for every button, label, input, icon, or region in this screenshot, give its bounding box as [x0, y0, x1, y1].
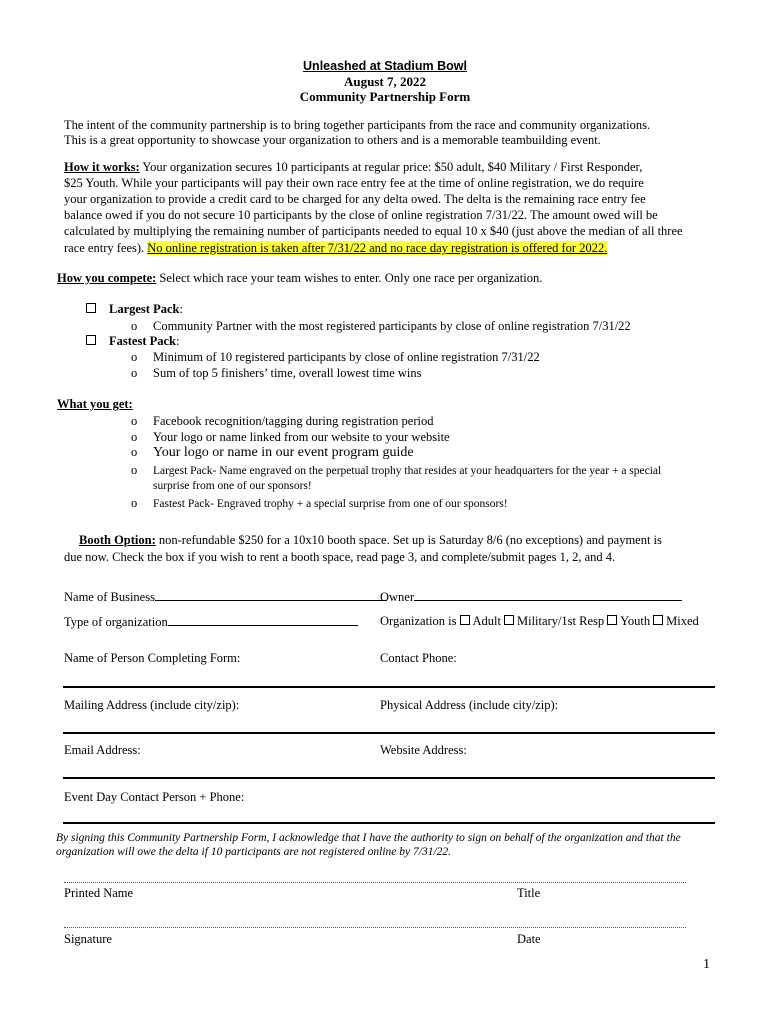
field-divider: [63, 732, 715, 734]
fastest-pack-colon: :: [176, 334, 180, 348]
signature-label: Signature: [64, 932, 112, 946]
booth-option-line-2: due now. Check the box if you wish to rent a booth space, read page 3, and complete/submit pages 1, 2, and 4.: [64, 550, 616, 564]
largest-pack-label: Largest Pack: [109, 302, 180, 316]
booth-option-text: non-refundable $250 for a 10x10 booth space. Set up is Saturday 8/6 (no exceptions) and payment is: [155, 533, 662, 547]
physical-address-label: Physical Address (include city/zip):: [380, 698, 559, 712]
benefit-item: [131, 413, 434, 429]
how-you-compete-label: How you compete:: [57, 271, 157, 285]
benefit-item: [131, 463, 661, 479]
how-you-compete: [57, 270, 542, 286]
how-it-works-text: Your organization secures 10 participants at regular price: $50 adult, $40 Military / First Responder,: [139, 160, 643, 174]
email-label: Email Address:: [64, 743, 141, 757]
mailing-address-label: Mailing Address (include city/zip):: [64, 698, 240, 712]
benefit-text: Fastest Pack- Engraved trophy + a special surprise from one of our sponsors!: [153, 498, 508, 510]
how-it-works-text-end: race entry fees).: [64, 241, 148, 255]
benefit-text: Your logo or name in our event program guide: [153, 445, 414, 460]
person-completing-label: Name of Person Completing Form:: [64, 651, 241, 665]
org-category-field: [380, 613, 699, 629]
page-number: 1: [703, 957, 710, 972]
benefit-text-continued: surprise from one of our sponsors!: [153, 480, 312, 492]
registration-notice-highlight: No online registration is taken after 7/31/22 and no race day registration is offered for 2022.: [147, 241, 608, 255]
owner-field[interactable]: [380, 588, 682, 605]
what-you-get-label: What you get:: [57, 397, 133, 411]
bullet: o: [131, 414, 138, 428]
bullet: o: [131, 496, 138, 510]
contact-phone-label: Contact Phone:: [380, 651, 457, 665]
how-it-works-line-6: [64, 240, 607, 256]
agreement-line-2: organization will owe the delta if 10 participants are not registered online by 7/31/22.: [56, 846, 452, 858]
how-it-works-line-3: your organization to provide a credit card to be charged for any delta owed. The delta is the remaining race entry fee: [64, 192, 646, 206]
doc-title: Unleashed at Stadium Bowl: [303, 59, 467, 73]
agreement-line-1: By signing this Community Partnership Form, I acknowledge that I have the authority to sign on behalf of the organization and that the: [56, 832, 681, 844]
owner-label: Owner: [380, 590, 415, 604]
option-military-label: Military/1st Resp: [516, 614, 605, 628]
org-category-label: Organization is: [380, 614, 457, 628]
how-it-works-label: How it works:: [64, 160, 140, 174]
field-divider: [63, 777, 715, 779]
how-it-works-line-4: balance owed if you do not secure 10 participants by the close of online registration 7/31/22. The amount owed will be: [64, 208, 658, 222]
fastest-pack-detail-2: [131, 365, 421, 381]
booth-option-label: Booth Option:: [79, 533, 156, 547]
event-date: August 7, 2022: [344, 74, 426, 89]
org-type-field[interactable]: [64, 613, 358, 630]
checkbox-military[interactable]: [504, 615, 514, 625]
race-option-largest-pack[interactable]: [86, 301, 183, 317]
how-it-works-line-5: calculated by multiplying the remaining number of participants needed to equal 10 x $40 (just above the median of all three: [64, 224, 683, 238]
fastest-pack-detail-1: [131, 349, 540, 365]
option-mixed-label: Mixed: [666, 614, 699, 628]
business-name-field[interactable]: [64, 588, 387, 605]
checkbox-mixed[interactable]: [653, 615, 663, 625]
org-type-label: Type of organization: [64, 615, 168, 629]
benefit-item: [131, 496, 508, 512]
how-you-compete-text: Select which race your team wishes to enter. Only one race per organization.: [156, 271, 543, 285]
largest-pack-detail-text: Community Partner with the most registered participants by close of online registration 7/31/22: [153, 319, 631, 333]
how-it-works-line-1: [64, 159, 642, 175]
field-divider: [63, 686, 715, 688]
largest-pack-colon: :: [179, 302, 183, 316]
bullet: o: [131, 350, 138, 364]
checkbox-largest-pack[interactable]: [86, 303, 96, 313]
how-it-works-line-2: $25 Youth. While your participants will pay their own race entry fee at the time of online registration, we do require: [64, 176, 644, 190]
checkbox-adult[interactable]: [460, 615, 470, 625]
fastest-pack-detail-text: Sum of top 5 finishers’ time, overall lowest time wins: [153, 366, 422, 380]
event-day-contact-label: Event Day Contact Person + Phone:: [64, 790, 245, 804]
booth-option-line-1: [79, 532, 662, 548]
title-label: Title: [517, 886, 541, 900]
business-name-input[interactable]: [155, 588, 387, 601]
benefit-text: Facebook recognition/tagging during registration period: [153, 414, 434, 428]
signature-line[interactable]: [64, 927, 686, 928]
fastest-pack-detail-text: Minimum of 10 registered participants by close of online registration 7/31/22: [153, 350, 540, 364]
bullet: o: [131, 445, 138, 459]
intro-line-2: This is a great opportunity to showcase your organization to others and is a memorable teambuilding event.: [64, 133, 601, 147]
benefit-item: [131, 444, 414, 461]
option-adult-label: Adult: [472, 614, 501, 628]
benefit-text: Your logo or name linked from our website to your website: [153, 430, 450, 444]
checkbox-youth[interactable]: [607, 615, 617, 625]
form-name: Community Partnership Form: [299, 89, 471, 104]
benefit-item: [131, 429, 450, 445]
bullet: o: [131, 430, 138, 444]
owner-input[interactable]: [414, 588, 682, 601]
website-label: Website Address:: [380, 743, 467, 757]
org-type-input[interactable]: [168, 613, 358, 626]
business-name-label: Name of Business: [64, 590, 155, 604]
intro-line-1: The intent of the community partnership is to bring together participants from the race and community organizations.: [64, 118, 651, 132]
bullet: o: [131, 319, 138, 333]
fastest-pack-label: Fastest Pack: [109, 334, 176, 348]
race-option-fastest-pack[interactable]: [86, 333, 179, 349]
printed-name-label: Printed Name: [64, 886, 134, 900]
field-divider: [63, 822, 715, 824]
date-label: Date: [517, 932, 541, 946]
bullet: o: [131, 463, 138, 477]
checkbox-fastest-pack[interactable]: [86, 335, 96, 345]
printed-name-line[interactable]: [64, 882, 686, 883]
largest-pack-detail-1: [131, 318, 631, 334]
bullet: o: [131, 366, 138, 380]
option-youth-label: Youth: [620, 614, 651, 628]
benefit-text: Largest Pack- Name engraved on the perpetual trophy that resides at your headquarters for the year + a special: [153, 465, 662, 477]
